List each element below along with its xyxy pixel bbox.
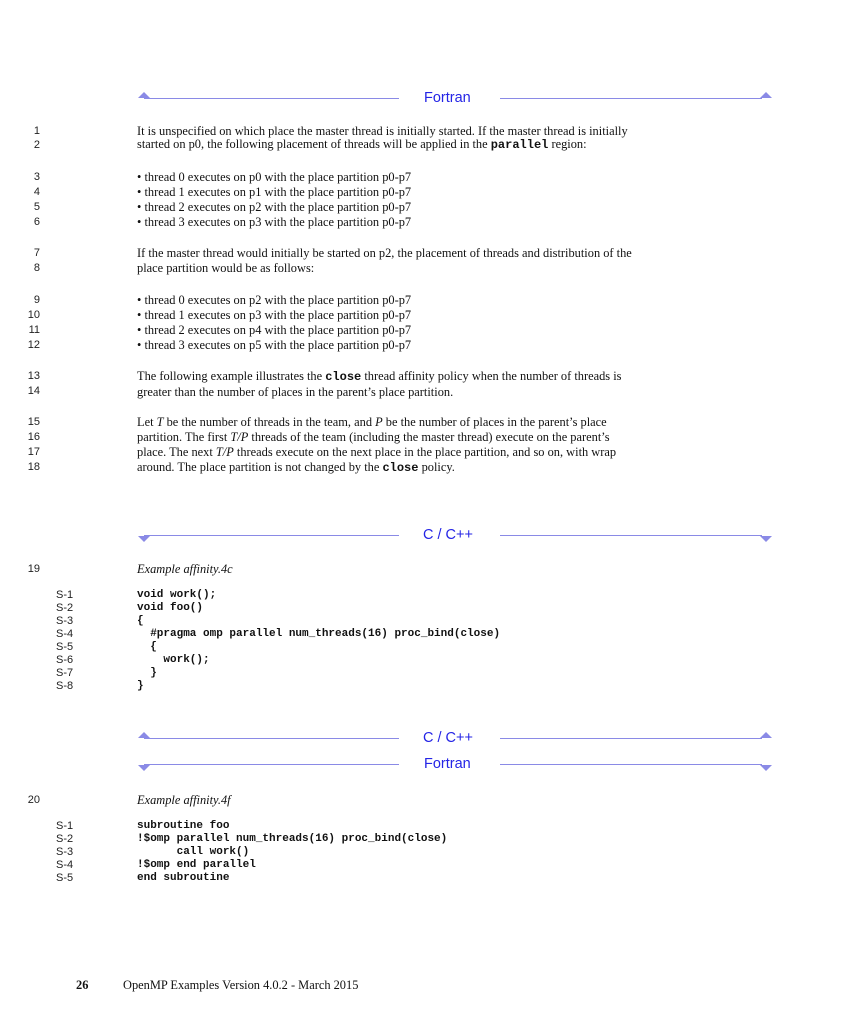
- code-keyword: close: [325, 370, 362, 384]
- list-item: • thread 0 executes on p2 with the place partition p0-p7: [137, 293, 412, 307]
- code-line: work();: [137, 654, 210, 666]
- line-number: 10: [27, 309, 40, 321]
- line-number: 6: [33, 216, 40, 228]
- code-keyword: close: [382, 461, 419, 475]
- line-number: 2: [33, 139, 40, 151]
- line-number: 14: [27, 385, 40, 397]
- code-line: #pragma omp parallel num_threads(16) proc_bind(close): [137, 628, 501, 640]
- line-number: 11: [28, 324, 40, 336]
- line-number: 19: [27, 563, 40, 575]
- code-line: end subroutine: [137, 872, 230, 884]
- code-line: !$omp parallel num_threads(16) proc_bind(close): [137, 833, 448, 845]
- paragraph-team-partition: Let T be the number of threads in the team, and P be the number of places in the parent’s place partition. The first T/P threads of the team (including the master thread) execute on the parent’s place. The next T/P threads execute on the next place in the place partition, and so on, with wrap around. The place partition is not changed by the close policy.: [137, 415, 617, 475]
- code-line-label: S-7: [56, 667, 74, 679]
- code-line-label: S-6: [56, 654, 74, 666]
- cpp-label: C / C++: [423, 527, 473, 543]
- fortran-section-start-rule: [138, 757, 774, 771]
- line-number: 1: [33, 125, 40, 137]
- line-number: 3: [33, 171, 40, 183]
- line-number: 9: [33, 294, 40, 306]
- triangle-down-icon: [138, 765, 150, 771]
- paragraph-close-policy: The following example illustrates the close thread affinity policy when the number of threads is greater than the number of places in the parent’s place partition.: [137, 369, 622, 399]
- fortran-label: Fortran: [424, 756, 471, 772]
- triangle-down-icon: [760, 536, 772, 542]
- list-item: • thread 3 executes on p5 with the place partition p0-p7: [137, 338, 412, 352]
- triangle-up-icon: [760, 732, 772, 738]
- code-line-label: S-2: [56, 833, 74, 845]
- code-line: !$omp end parallel: [137, 859, 256, 871]
- code-line: {: [137, 615, 144, 627]
- line-number: 20: [27, 794, 40, 806]
- line-number: 13: [27, 370, 40, 382]
- list-item: • thread 1 executes on p1 with the place partition p0-p7: [137, 185, 412, 199]
- list-item: • thread 2 executes on p2 with the place partition p0-p7: [137, 200, 412, 214]
- code-line-label: S-3: [56, 615, 74, 627]
- code-line: void foo(): [137, 602, 204, 614]
- code-line: }: [137, 667, 157, 679]
- paragraph-started-on-p2: If the master thread would initially be started on p2, the placement of threads and distribution of the place partition would be as follows:: [137, 246, 632, 275]
- code-line: subroutine foo: [137, 820, 230, 832]
- example-title-fortran: Example affinity.4f: [137, 793, 231, 807]
- code-line-label: S-4: [56, 859, 74, 871]
- code-line: void work();: [137, 589, 217, 601]
- code-line-label: S-5: [56, 872, 74, 884]
- code-line-label: S-3: [56, 846, 74, 858]
- code-line-label: S-4: [56, 628, 74, 640]
- fortran-label: Fortran: [424, 90, 471, 106]
- triangle-down-icon: [760, 765, 772, 771]
- code-line: call work(): [137, 846, 250, 858]
- line-number: 18: [27, 461, 40, 473]
- triangle-down-icon: [138, 536, 150, 542]
- line-number: 15: [27, 416, 40, 428]
- list-item: • thread 0 executes on p0 with the place partition p0-p7: [137, 170, 412, 184]
- triangle-up-icon: [760, 92, 772, 98]
- code-line: {: [137, 641, 157, 653]
- list-item: • thread 1 executes on p3 with the place partition p0-p7: [137, 308, 412, 322]
- code-line: }: [137, 680, 144, 692]
- example-title-c: Example affinity.4c: [137, 562, 233, 576]
- line-number: 5: [33, 201, 40, 213]
- cpp-section-start-rule: [138, 528, 774, 542]
- page-number: 26: [76, 978, 89, 992]
- list-item: • thread 2 executes on p4 with the place partition p0-p7: [137, 323, 412, 337]
- line-number: 17: [27, 446, 40, 458]
- line-number: 4: [33, 186, 40, 198]
- footer-text: OpenMP Examples Version 4.0.2 - March 2015: [123, 978, 359, 992]
- fortran-section-start-rule: [138, 91, 774, 105]
- code-line-label: S-1: [56, 589, 74, 601]
- cpp-section-end-rule: [138, 731, 774, 745]
- line-number: 8: [33, 262, 40, 274]
- cpp-label: C / C++: [423, 730, 473, 746]
- paragraph-master-thread: It is unspecified on which place the master thread is initially started. If the master thread is initially started on p0, the following placement of threads will be applied in the parallel region:: [137, 124, 628, 152]
- line-number: 12: [27, 339, 40, 351]
- code-line-label: S-1: [56, 820, 74, 832]
- list-item: • thread 3 executes on p3 with the place partition p0-p7: [137, 215, 412, 229]
- code-line-label: S-5: [56, 641, 74, 653]
- line-number: 7: [33, 247, 40, 259]
- code-keyword: parallel: [490, 138, 549, 152]
- code-line-label: S-8: [56, 680, 74, 692]
- code-line-label: S-2: [56, 602, 74, 614]
- line-number: 16: [27, 431, 40, 443]
